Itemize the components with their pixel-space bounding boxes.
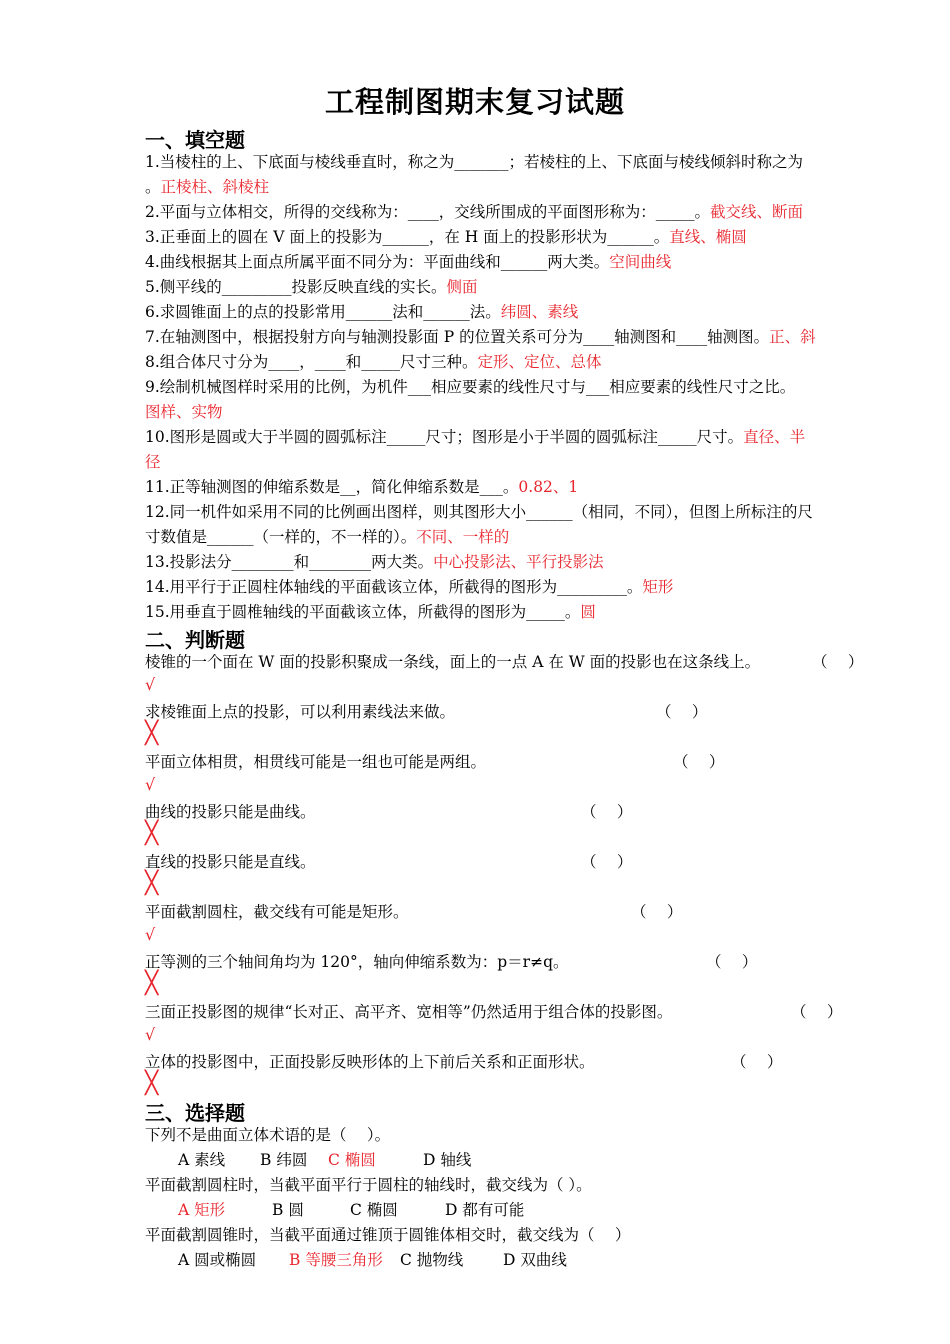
cross-mark-icon: ╳ — [145, 721, 159, 746]
choice-option: B 圆 — [272, 1201, 304, 1219]
answer-text: 不同、一样的 — [416, 528, 510, 546]
choice-option: C 椭圆 — [350, 1201, 398, 1219]
judge-question: 平面立体相贯，相贯线可能是一组也可能是两组。 — [145, 753, 487, 771]
choice-option-correct: A 矩形 — [178, 1201, 226, 1219]
fill-line: 3.正垂面上的圆在 V 面上的投影为______，在 H 面上的投影形状为______。直线、椭圆 — [145, 228, 747, 246]
answer-text: 图样、实物 — [145, 403, 223, 421]
answer-text: 侧面 — [446, 278, 478, 296]
answer-blank: （ ） — [812, 653, 864, 671]
cross-mark-icon: ╳ — [145, 871, 159, 896]
choice-option: C 抛物线 — [400, 1251, 464, 1269]
answer-text: 正、斜 — [769, 328, 816, 346]
choice-option: A 素线 — [178, 1151, 226, 1169]
fill-line: 4.曲线根据其上面点所属平面不同分为：平面曲线和______两大类。空间曲线 — [145, 253, 672, 271]
fill-line: 12.同一机件如采用不同的比例画出图样，则其图形大小______（相同，不同），但图上所标注的尺 — [145, 503, 813, 521]
answer-text: 圆 — [580, 603, 596, 621]
choice-option: B 纬圆 — [260, 1151, 308, 1169]
choice-options — [178, 1198, 524, 1220]
answer-blank: （ ） — [656, 703, 708, 721]
fill-line: 6.求圆锥面上的点的投影常用______法和______法。纬圆、素线 — [145, 303, 579, 321]
answer-text: 直径、半 — [743, 428, 806, 446]
choice-options — [178, 1148, 471, 1170]
cross-mark-icon: ╳ — [145, 1071, 159, 1096]
fill-line: 13.投影法分________和________两大类。中心投影法、平行投影法 — [145, 553, 604, 571]
fill-line: 9.绘制机械图样时采用的比例，为机件___相应要素的线性尺寸与___相应要素的线性尺寸之比。 — [145, 378, 796, 396]
choice-question: 平面截割圆锥时，当截平面通过锥顶于圆锥体相交时，截交线为（ ） — [145, 1226, 631, 1244]
fill-line — [145, 400, 223, 422]
answer-text: 定形、定位、总体 — [477, 353, 602, 371]
fill-line: 2.平面与立体相交，所得的交线称为：____，交线所围成的平面图形称为：_____。截交线、断面 — [145, 203, 804, 221]
judge-question: 棱锥的一个面在 W 面的投影积聚成一条线，面上的一点 A 在 W 面的投影也在这条线上。 — [145, 653, 761, 671]
judge-question: 直线的投影只能是直线。 — [145, 853, 316, 871]
check-mark-icon: √ — [145, 925, 156, 944]
answer-text: 矩形 — [642, 578, 674, 596]
cross-mark-icon: ╳ — [145, 971, 159, 996]
cross-mark-icon: ╳ — [145, 821, 159, 846]
check-mark-icon: √ — [145, 1025, 156, 1044]
choice-question: 平面截割圆柱时，当截平面平行于圆柱的轴线时，截交线为（ ）。 — [145, 1176, 592, 1194]
answer-blank: （ ） — [706, 953, 758, 971]
fill-line: 7.在轴测图中，根据投射方向与轴测投影面 P 的位置关系可分为____轴测图和____轴测图。正、斜 — [145, 328, 816, 346]
choice-option: D 双曲线 — [503, 1251, 567, 1269]
fill-line: 8.组合体尺寸分为____，____和_____尺寸三种。定形、定位、总体 — [145, 353, 602, 371]
answer-blank: （ ） — [631, 903, 683, 921]
section-heading-choice: 三、选择题 — [145, 1101, 245, 1125]
fill-line: 11.正等轴测图的伸缩系数是__，简化伸缩系数是___。0.82、1 — [145, 478, 579, 496]
choice-option-correct: B 等腰三角形 — [289, 1251, 383, 1269]
answer-text: 径 — [145, 453, 161, 471]
choice-options — [178, 1248, 567, 1270]
judge-question: 三面正投影图的规律“长对正、高平齐、宽相等”仍然适用于组合体的投影图。 — [145, 1003, 673, 1021]
answer-blank: （ ） — [731, 1053, 783, 1071]
answer-text: 正棱柱、斜棱柱 — [160, 178, 270, 196]
check-mark-icon: √ — [145, 775, 156, 794]
answer-blank: （ ） — [791, 1003, 843, 1021]
choice-option: D 都有可能 — [445, 1201, 525, 1219]
section-heading-fill: 一、填空题 — [145, 128, 245, 152]
check-mark-icon: √ — [145, 675, 156, 694]
answer-text: 直线、椭圆 — [669, 228, 747, 246]
judge-question: 立体的投影图中，正面投影反映形体的上下前后关系和正面形状。 — [145, 1053, 595, 1071]
answer-text: 中心投影法、平行投影法 — [433, 553, 604, 571]
fill-line: 寸数值是______（一样的，不一样的）。不同、一样的 — [145, 528, 510, 546]
fill-line: 15.用垂直于圆椎轴线的平面截该立体，所截得的图形为_____。圆 — [145, 603, 596, 621]
fill-line: 。正棱柱、斜棱柱 — [145, 178, 270, 196]
fill-line — [145, 450, 161, 472]
section-heading-judge: 二、判断题 — [145, 628, 245, 652]
fill-line: 5.侧平线的_________投影反映直线的实长。侧面 — [145, 278, 478, 296]
answer-blank: （ ） — [581, 853, 633, 871]
judge-question: 平面截割圆柱，截交线有可能是矩形。 — [145, 903, 409, 921]
choice-option: A 圆或椭圆 — [178, 1251, 257, 1269]
fill-line: 10.图形是圆或大于半圆的圆弧标注_____尺寸；图形是小于半圆的圆弧标注_____尺寸。直径、半 — [145, 428, 806, 446]
judge-question: 求棱锥面上点的投影，可以利用素线法来做。 — [145, 703, 456, 721]
fill-line: 1.当棱柱的上、下底面与棱线垂直时，称之为_______；若棱柱的上、下底面与棱线倾斜时称之为 — [145, 153, 804, 171]
judge-question: 正等测的三个轴间角均为 120°，轴向伸缩系数为：p＝r≠q。 — [145, 953, 569, 971]
choice-option-correct: C 椭圆 — [328, 1151, 376, 1169]
answer-text: 空间曲线 — [609, 253, 672, 271]
judge-question: 曲线的投影只能是曲线。 — [145, 803, 316, 821]
answer-blank: （ ） — [581, 803, 633, 821]
fill-line: 14.用平行于正圆柱体轴线的平面截该立体，所截得的图形为_________。矩形 — [145, 578, 674, 596]
answer-text: 纬圆、素线 — [500, 303, 579, 321]
answer-text: 0.82、1 — [518, 478, 579, 496]
answer-text: 截交线、断面 — [710, 203, 804, 221]
page-title: 工程制图期末复习试题 — [324, 85, 625, 119]
choice-option: D 轴线 — [423, 1151, 472, 1169]
answer-blank: （ ） — [673, 753, 725, 771]
choice-question: 下列不是曲面立体术语的是（ ）。 — [145, 1126, 391, 1144]
